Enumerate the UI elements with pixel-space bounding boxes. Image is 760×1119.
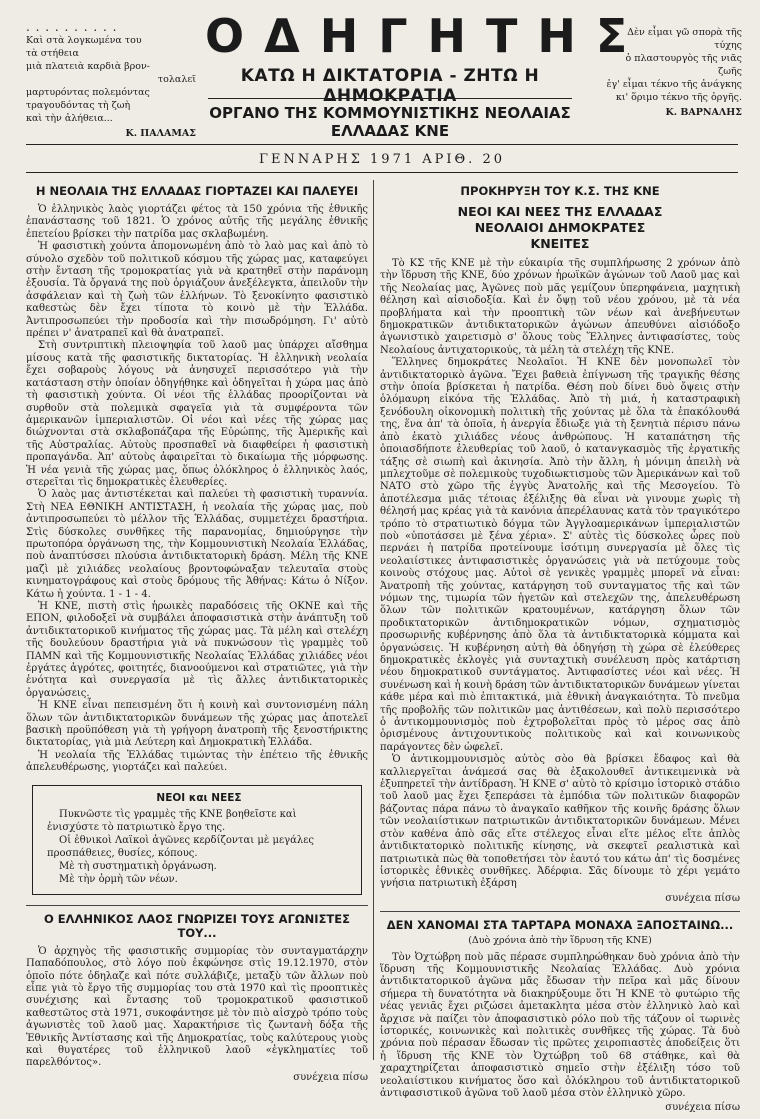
article-paragraph: Ὁ ἀντικομμουνισμὸς αὐτὸς σὸο θὰ βρίσκει ἔδαφος καὶ θὰ καλλιεργεῖται ἀνάμεσά σας θὰ ἐξακολουθεῖ ἀντικειμενικὰ νὰ ἐξυπηρετεῖ τὴν ἀντίδραση. Ἡ ΚΝΕ σ' αὐτὸ τὸ κρίσιμο ἱστορικὸ στάδιο τοῦ λαοῦ μας ἔχει ξεπεράσει τὰ ἐμπόδια τῶν πολιτικῶν διαφορῶν βάζοντας πάρα πάνω τὸ ἀναγκαῖο καθῆκον τῆς κοινῆς δράσης ὅλων τῶν νεολαιίστικων πατριωτικῶν ἀντιδικτατορικῶν δυνάμεων. Μένει στὸν καθένα ἀπὸ σᾶς εἴτε στέλεχος εἶναι εἴτε μέλος εἴτε ἁπλὸς ἀντιδικτατορικὸ πολιτικῆς κίνησης, νὰ σκεφτεῖ ρεαλιστικὰ καὶ πατριωτικὰ πὼς θὰ τοποθετήσει τὸν ἑαυτό του κάτω ἀπ' τὶς δοσμένες ἱστορικὲς ἐθνικὲς συνθῆκες. Ἀδέρφια. Σᾶς δίνουμε τὸ χέρι γεμάτο γνήσια πατριωτικὴ ἐξάρση (380, 754, 740, 890)
masthead-divider (208, 98, 572, 99)
callout-line: Μὲ τὴ συστηματικὴ ὀργάνωση. (59, 860, 217, 872)
newspaper-title: ΟΔΗΓΗΤΗΣ (205, 9, 648, 63)
bottom-rule (26, 172, 738, 173)
varnalis-quote (582, 26, 742, 119)
article-subhead: (Δυὸ χρόνια ἀπὸ τὴν ἵδρυση τῆς ΚΝΕ) (468, 935, 652, 947)
decorative-dots: . . . . . . . . . . (26, 20, 118, 34)
top-rule (26, 144, 738, 145)
quote-line: κι' ὅριμο τέκνο τῆς ὀργῆς. (615, 92, 742, 103)
callout-box (32, 785, 362, 895)
article-paragraph: Ἡ ΚΝΕ, πιστὴ στὶς ἡρωικὲς παραδόσεις τῆς ΟΚΝΕ καὶ τῆς ΕΠΟΝ, φιλοδοξεῖ νὰ συμβάλει ἀποφασιστικὰ στὴν ἀνάπτυξη τοῦ ἀντιδικτατορικοῦ κινήματος τῆς χώρας μας. Τὰ μέλη καὶ στελέχη τῆς δουλεύουν δραστήρια γιὰ νὰ πυκνώσουν τὶς γραμμὲς τοῦ ΠΑΜΝ καὶ τῆς Κομμουνιστικῆς Νεολαίας Ἑλλάδας χιλιάδες νέοι ἐργάτες ἀγρότες, φοιτητές, διανοούμενοι καὶ στρατιῶτες, γιὰ τὴν ἑνότητα καὶ συνεργασία μὲ τὶς ἄλλες ἀντιδικτατορικὲς ὀργανώσεις. (26, 601, 368, 699)
quote-line: Δὲν εἶμαι γῶ σπορὰ τῆς (627, 27, 742, 38)
dateline: ΓΕΝΝΑΡΗΣ 1971 ΑΡΙΘ. 20 (258, 152, 505, 167)
left-column (26, 180, 368, 1088)
article-paragraph: Ἡ φασιστικὴ χούντα ἀπομονωμένη ἀπὸ τὸ λαὸ μας καὶ ἀπὸ τὸ σύνολο σχεδὸν τοῦ πολιτικοῦ κόσμου τῆς χώρας μας, καταφεύγει στὴν ἔνταση τῆς τρομοκρατίας γιὰ νὰ κρατηθεῖ στὴν παράνομη ἐξουσία. Τὰ ὄργανά της ποὺ ὀργιάζουν ἀνεξέλεγκτα, ἀπειλοῦν τὴν ἀσφάλειαν καὶ τὴ ζωὴ τῶν ἑλλήνων. Τὸ ξενοκίνητο φασιστικὸ καθεστὼς δὲν ἔχει τίποτα τὸ κοινὸ μὲ τὴν Ἑλλάδα. Ἀντιπροσωπεύει τὴν προδοσία καὶ τὴν πισωδρόμηση. Γι' αὐτὸ πρέπει ν' ἀνατραπεῖ καὶ θὰ ἀνατραπεῖ. (26, 241, 368, 340)
article-paragraph: Ὁ ἑλληνικὸς λαὸς γιορτάζει φέτος τὰ 150 χρόνια τῆς ἐθνικῆς ἐπανάστασης τοῦ 1821. Ὁ χρόνος αὐτῆς τῆς μεγάλης ἐθνικῆς ἐπετείου βρίσκει τὴν πατρίδα μας σκλαβωμένη. (26, 204, 368, 240)
continued-note: συνέχεια πίσω (293, 1071, 368, 1083)
callout-line: Πυκνῶστε τὶς γραμμὲς τῆς ΚΝΕ βοηθεῖστε καὶ ἐνισχύστε τὸ πατριωτικὸ ἔργο της. (47, 808, 297, 833)
palamas-quote (26, 34, 196, 140)
proclamation-headline: ΠΡΟΚΗΡΥΞΗ ΤΟΥ Κ.Σ. ΤΗΣ ΚΝΕ (460, 184, 660, 198)
quote-line: τολαλεῖ (157, 74, 196, 85)
article-headline: ΔΕΝ ΧΑΝΟΜΑΙ ΣΤΑ ΤΑΡΤΑΡΑ ΜΟΝΑΧΑ ΞΑΠΟΣΤΑΙΝΩ... (386, 918, 734, 933)
organ-subtitle: ΟΡΓΑΝΟ ΤΗΣ ΚΟΜΜΟΥΝΙΣΤΙΚΗΣ ΝΕΟΛΑΙΑΣ ΕΛΛΑΔΑΣ ΚΝΕ (209, 104, 571, 140)
slogan: ΚΑΤΩ Η ΔΙΚΤΑΤΟΡΙΑ - ΖΗΤΩ Η ΔΗΜΟΚΡΑΤΙΑ (240, 66, 540, 106)
quote-author: Κ. ΒΑΡΝΑΛΗΣ (665, 107, 742, 118)
article-headline: Ο ΕΛΛΗΝΙΚΟΣ ΛΑΟΣ ΓΝΩΡΙΖΕΙ ΤΟΥΣ ΑΓΩΝΙΣΤΕΣ ΤΟΥ... (44, 911, 350, 940)
quote-line: ζωῆς (718, 66, 742, 77)
article-paragraph: Τὸν Ὀχτώβρη ποὺ μᾶς πέρασε συμπληρώθηκαν δυὸ χρόνια ἀπὸ τὴν ἵδρυση τῆς Κομμουνιστικῆς Νεολαίας Ἑλλάδας. Δυὸ χρόνια ἀντιδικτατορικοῦ ἀγῶνα μᾶς ἔδωσαν τὴν πεῖρα καὶ μᾶς δίνουν σήμερα τὴ δυνατότητα νὰ διακηρύξουμε ὅτι Ἡ ΚΝΕ τὸ φυτώριο τῆς νέας γενιᾶς ἔχει ριζώσει ἀμετακλητα μέσα στὸν ἑλληνικὸ λαὸ καὶ ἄρχισε νὰ παίζει τὸν ἀποφασιστικὸ ρόλο ποὺ τῆς τάζουν οἱ τωρινὲς ἱστορικές, κοινωνικὲς καὶ πολιτικὲς συνθῆκες τῆς χώρας. Τὰ δυὸ χρόνια ποὺ πέρασαν ἔδωσαν τὶς πρῶτες χειροπιαστὲς ἀποδείξεις ὅτι ἡ ἵδρυση τῆς ΚΝΕ τὸν Ὀχτώβρη τοῦ 68 στάθηκε, καὶ θὰ χαραχτηρίζεται ἀποφασιστικὸ σημεῖο στὴν ἐξέλιξη τόσο τοῦ νεολαιίστικου κινήματος ὅσο καὶ ὁλόκληρου τοῦ ἀντιδικτατορικοῦ ἀντιφασιστικοῦ ἀγῶνα τοῦ λαοῦ μέσα στὸν ἑλληνικὸ χῶρο. (380, 951, 740, 1099)
article-paragraph: Ἡ νεολαία τῆς Ἑλλάδας τιμώντας τὴν ἐπέτειο τῆς ἐθνικῆς ἀπελευθέρωσης, γιορτάζει καὶ παλεύει. (26, 749, 368, 774)
proclamation-title-line: ΝΕΟΛΑΙΟΙ ΔΗΜΟΚΡΑΤΕΣ (474, 220, 646, 235)
proclamation-title-line: ΝΕΟΙ ΚΑΙ ΝΕΕΣ ΤΗΣ ΕΛΛΑΔΑΣ (457, 204, 663, 219)
proclamation-title-line: ΚΝΕΙΤΕΣ (530, 236, 590, 251)
article-paragraph: Ἡ ΚΝΕ εἶναι πεπεισμένη ὅτι ἡ κοινὴ καὶ συντονισμένη πάλη ὅλων τῶν ἀντιδικτατορικῶν δυνάμεων τῆς χώρας μας ἀποτελεῖ βασικὴ προϋπόθεση γιὰ τὴ γρήγορη ἀνατροπὴ τῆς ξενοστήρικτης δικτατορίας, γιὰ μιὰ Λεύτερη καὶ Δημοκρατικὴ Ἑλλάδα. (26, 700, 368, 749)
quote-line: ὁ πλαστουργὸς τῆς νιᾶς (625, 53, 742, 64)
article-paragraph: Ὁ λαὸς μας ἀντιστέκεται καὶ παλεύει τὴ φασιστικὴ τυραννία. Στὴ ΝΕΑ ΕΘΝΙΚΗ ΑΝΤΙΣΤΑΣΗ, ἡ νεολαία τῆς χώρας μας, ποὺ ἀντιπροσωπεύει τὸ μέλλον τῆς Ἑλλάδας, συμμετέχει δραστήρια. Στὶς δύσκολες συνθῆκες τῆς παρανομίας, δημιούργησε τὴν πρωτοπόρα ὀργάνωση της, τὴν Κομμουνιστικὴ Νεολαία Ἑλλάδας, ποὺ ἀναπτύσσει πλούσια ἀντιδικτατορικὴ δράση. Μέλη τῆς ΚΝΕ μαζὶ μὲ χιλιάδες νεολαίους βροντοφώναξαν τελευταῖα στοὺς κινηματογράφους καὶ στοὺς δρόμους τῆς Ἀθήνας: Κάτω ὁ Νίξον. Κάτω ἡ χούντα. 1 - 1 - 4. (26, 489, 368, 600)
section-divider (380, 911, 740, 912)
article-paragraph: Τὸ ΚΣ τῆς ΚΝΕ μὲ τὴν εὐκαιρία τῆς συμπλήρωσης 2 χρόνων ἀπὸ τὴν ἵδρυση τῆς ΚΝΕ, δύο χρόνων ἡρωϊκῶν ἀγώνων τοῦ Λαοῦ μας καὶ τῆς Νεολαίας μας, Ἀγῶνες ποὺ μᾶς γεμίζουν ὑπερηφάνεια, μαχητικὴ θέληση καὶ αἰσιοδοξία. Καὶ ἐν ὄψῃ τοῦ νέου χρόνου, μὲ τὰ νέα προβλήματα καὶ τὴν προοπτικὴ τῶν νέων καὶ ἀνεβήνευτων δημοκρατικῶν ἀντιδικτατορικῶν ἀγώνων ἀπευθύνει αἰσιόδοξο ἀγωνιστικὸ χαιρετισμὸ σ' ὅλους τοὺς Ἕλληνες ἀντιφασίστες, τοὺς Νεολαίους ἀντιχατορικούς, τὰ μέλη τὰ στελέχη τῆς ΚΝΕ. (380, 258, 740, 356)
quote-line: μιὰ πλατειὰ καρδιὰ βρον- (26, 61, 150, 72)
section-divider (26, 905, 368, 906)
quote-line: τὰ στήθεια (26, 48, 79, 59)
callout-title: ΝΕΟΙ και ΝΕΕΣ (156, 791, 242, 804)
quote-line: ἐγ' εἶμαι τέκνο τῆς ἀνάγκης (606, 79, 742, 90)
continued-note: συνέχεια πίσω (665, 1102, 740, 1114)
right-column (380, 180, 740, 1119)
article-paragraph: Ἕλληνες δημοκράτες Νεολαῖοι. Ἡ ΚΝΕ δὲν μονοπωλεῖ τὸν ἀντιδικτατορικὸ ἀγῶνα. Ἔχει βαθειὰ ἐπίγνωση τῆς τραγικῆς θέσης στὴν ὁποία βρίσκεται ἡ πατρίδα. Θέση ποὺ δίνει δυὸ ὄψεις στὴν ὁλόμαυρη εἰκόνα τῆς Ἑλλάδας. Ἀπὸ τὴ μιά, ἡ καταστραφικὴ ξενόδουλη οἰκονομικὴ πολιτικὴ τῆς χούντας μὲ ὅλα τὰ ἐπακόλουθά της, ἕνα ἀπ' τὰ ὁποῖα, ἡ ἀνεργία ἔδιωξε γιὰ τὴ ξενητιὰ πέρισυ πάνω ἀπὸ ἑκατὸ χιλιάδες νέους ἀνθρώπους. Ἡ καταπάτηση τῆς ὁποιασδήποτε ἐλευθερίας τοῦ λαοῦ, ὁ κατανγκασμὸς τῆς ἐργατικῆς τάξης σὲ σιωπὴ καὶ ἀκινησία. Ἀπὸ τὴν ἄλλη, ἡ μόνιμη ἀπειλὴ νὰ μπλεχτοῦμε σὲ πολεμικοὺς τυχοδιωκτισμοὺς τῶν Ἀμερικάνων καὶ τοῦ ΝΑΤΟ στὸ χῶρο τῆς ἐγγὺς Ἀνατολῆς καὶ τῆς Μεσογείου. Τὸ ἀποτέλεσμα μιᾶς τέτοιας ἐξέλιξης θὰ εἶναι νὰ γινουμε χωρὶς τὴ θέλησή μας κρέας γιὰ τὰ κανόνια ἀπερέλαυνας κατὰ τὸν τραγικότερο τρόπο τὸ στρατιωτικὸ δόγμα τῶν Ἀγγλοαμερικάνων ἰμπεριαλιστῶν ποὺ «ὑποτάσσει μὲ ξένα χέρια». Σ' αὐτὲς τὶς δύσκολες ὧρες ποὺ περνάει ἡ πατρίδα προτείνουμε ἰσότιμη συνεργασία μὲ ὅλες τὶς νεολαιίστικες ἀντιφασιστικὲς ὀργανώσεις γιὰ νὰ πετύχουμε τοὺς κοινοὺς στόχους μας. Αὐτοὶ σὲ γενικὲς γραμμὲς μπορεῖ νὰ εἶναι: Ἀνατροπὴ τῆς χούντας, κατάργηση τοῦ συνταγματος τῆς καὶ τῶν νόμων της, τιμωρία τῶν ἡγετῶν καὶ στελεχῶν της, ἀπελευθέρωση ὅλων τῶν πολιτικῶν κρατουμένων, κατάργηση ὅλων τῶν προδικτατορικῶν ἀντιδημοκρατικῶν νόμων, σχηματισμὸς προσωρινῆς κυβέρνησης ἀπὸ ὅλα τὰ ἀντιδικτατορικὰ κόμματα καὶ ὀργανώσεις. Ἡ κυβέρνηση αὐτὴ θὰ ὁδηγήσῃ τὴ χώρα σὲ ἐλεύθερες δημοκρατικὲς ἐκλογὲς γιὰ συνταχτικὴ συνέλευση πρὸς κατάρτιση νέου δημοκρατικοῦ συντάγματος. Ἀντιφασίστες νέοι καὶ νέες. Ἡ συνένωση καὶ ἡ κοινὴ δράση τῶν ἀντιδικτατορικῶν δυνάμεων γίνεται κάθε μέρα καὶ πιὸ ἐπιτακτικά, μιὰ ἐθνικὴ ἀναγκαιότητα. Τὸ πνεῦμα τῆς προβολῆς τῶν πολιτικῶν μας ἀντιθέσεων, καὶ πολὺ περισσότερο ὁ ἀντικομμουνισμὸς ποὺ ἐχτροβολεῖται πρὸς τὸ μέρος σας ἀπὸ ὁρισμένους ἀντιχουντικοὺς πολιτικοὺς καὶ καὶ κοινωνικοὺς παράγοντες δὲν ὠφελεῖ. (380, 357, 740, 753)
quote-line: Καὶ στὰ λογκωμένα του (26, 35, 142, 46)
quote-line: μαρτυρόντας πολεμόντας (26, 87, 150, 98)
column-separator (373, 180, 374, 1060)
article-headline: Η ΝΕΟΛΑΙΑ ΤΗΣ ΕΛΛΑΔΑΣ ΓΙΟΡΤΑΖΕΙ ΚΑΙ ΠΑΛΕΥΕΙ (35, 184, 359, 198)
article-paragraph: Ὁ ἀρχηγὸς τῆς φασιστικῆς συμμορίας τὸν συνταγματάρχην Παπαδόπουλος, στὸ λόγο ποὺ ἐκφώνησε στὶς 19.12.1970, στὸν ὁποῖο πότε ὀδηλαζε καὶ πότε συλλάβιζε, μεταξὺ τῶν ἄλλων ποὺ εἶπε γιὰ τὸ ἔργο τῆς συμμορίας του στὰ 1970 καὶ τὶς προοπτικὲς συνέχισης καὶ ἔντασης τοῦ τρομοκρατικοῦ φασιστικοῦ καθεστῶτος στὰ 1971, συκοφάντησε μὲ τὸν πιὸ αἰσχρὸ τρόπο τοὺς ἀγωνιστὲς τοῦ λαοῦ μας. Χαρακτήρισε τὶς ζωντανὴ δόξα τῆς Ἐθνικῆς Ἀντίστασης καὶ τῆς Δημοκρατίας, τοὺς καλύτερους γιοὺς καὶ θυγατέρες τοῦ ἑλληνικοῦ λαοῦ «ἐγκληματίες τοῦ παρελθόντος». (26, 945, 368, 1069)
quote-author: Κ. ΠΑΛΑΜΑΣ (125, 128, 196, 139)
quote-line: τραγουδόντας τὴ ζωὴ (26, 100, 131, 111)
continued-note: συνέχεια πίσω (665, 892, 740, 904)
article-paragraph: Στὴ συντριπτικὴ πλειοψηφία τοῦ λαοῦ μας ὑπάρχει αἴσθημα μίσους κατὰ τῆς φασιστικῆς δικτατορίας. Ἡ ἑλληνικὴ νεολαία ἔχει σοβαροὺς λόγους νὰ ἀνησυχεῖ περισσότερο γιὰ τὴν κατάσταση στὴν ὁποίαν ὁδηγήθηκε καὶ ὁδηγεῖται ἡ χώρα μας ἀπὸ τὴ φασιστικὴ χούντα. Οἱ νέοι τῆς ἑλλάδας προορίζονται νὰ συρθοῦν στὰ πολεμικὰ σφαγεῖα γιὰ τὰ συμφέροντα τῶν ἀμερικανῶν ἰμπεριαλιστῶν. Οἱ νέοι καὶ νέες τῆς χώρας μας διώχνονται στὰ σκλαβοπάζαρα τῆς Εὐρώπης, τῆς Ἀμερικῆς καὶ τῆς Αὐστραλίας. Αὐτοὺς προσπαθεῖ νὰ διαφθείρει ἡ φασιστικὴ προπαγάνδα. Ἀπ' αὐτοὺς ἀφαιρεῖται τὸ δικαίωμα τῆς μόρφωσης. Ἡ νέα γενιὰ τῆς χώρας μας, ὅπως ὁλόκληρος ὁ ἑλληνικὸς λαός, στερεῖται τὶς δημοκρατικὲς ἐλευθερίες. (26, 340, 368, 488)
quote-line: τύχης (714, 40, 742, 51)
callout-line: Μὲ τὴν ὁρμὴ τῶν νέων. (59, 873, 178, 885)
callout-line: Οἱ ἐθνικοὶ Λαϊκοὶ ἀγῶνες κερδίζονται μὲ μεγάλες προσπάθειες, θυσίες, κόπους. (47, 834, 314, 859)
quote-line: καὶ τὴν ἀλήθεια... (26, 113, 113, 124)
